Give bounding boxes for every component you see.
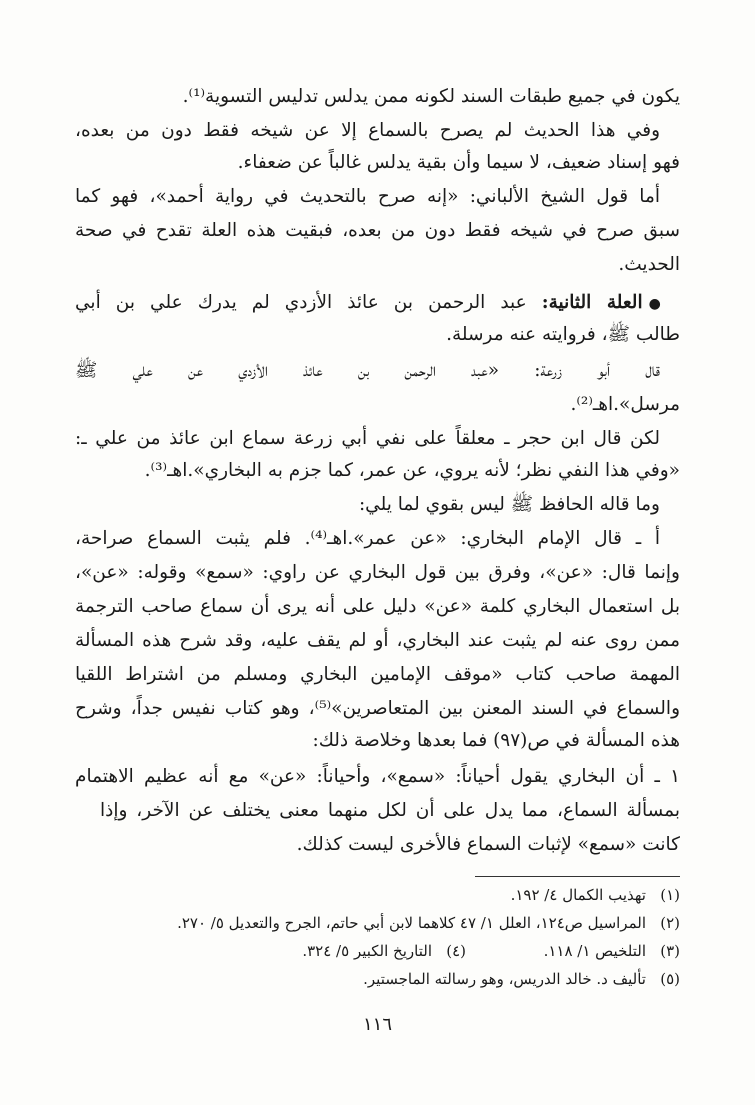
text-line: أما قول الشيخ الألباني: «إنه صرح بالتحديث في رواية أحمد»، فهو كما	[75, 186, 660, 207]
quote-line: قال أبو زرعة: «عبد الرحمن بن عائذ الأزدي عن علي ﷺ	[75, 360, 660, 381]
section-heading: العلة الثانية:	[541, 292, 643, 313]
text-line: والسماع في السند المعنن بين المتعاصرين»⁽⁵⁾، وهو كتاب نفيس جداً، وشرح	[75, 698, 680, 719]
list-item-line: كانت «سمع» لإثبات السماع فالأخرى ليست كذلك.	[296, 834, 680, 855]
text-line: أ ـ قال الإمام البخاري: «عن عمر».اهـ⁽⁴⁾. فلم يثبت السماع صراحة،	[75, 528, 660, 549]
list-item-line: ١ ـ أن البخاري يقول أحياناً: «سمع»، وأحياناً: «عن» مع أنه عظيم الاهتمام	[75, 766, 680, 787]
heading-line	[75, 288, 670, 320]
bullet-icon: ●	[648, 296, 670, 312]
footnote-3-4: (٣)التلخيص ١/ ١١٨.(٤)التاريخ الكبير ٥/ ٣٢٤.	[302, 942, 680, 960]
list-item-line: بمسألة السماع، مما يدل على أن لكل منهما معنى يختلف عن الآخر، وإذا	[100, 800, 680, 821]
text-line: الحديث.	[618, 254, 680, 275]
footnote-1: (١)تهذيب الكمال ٤/ ١٩٢.	[510, 886, 680, 904]
footnote-divider	[475, 876, 680, 877]
text-line: طالب ﷺ، فروايته عنه مرسلة.	[446, 324, 680, 345]
text-line: ممن روى عنه لم يثبت عند البخاري، أو لم يقف عليه، وقد شرح هذه المسألة	[75, 630, 680, 651]
footnote-2: (٢)المراسيل ص١٢٤، العلل ١/ ٤٧ كلاهما لابن أبي حاتم، الجرح والتعديل ٥/ ٢٧٠.	[177, 914, 680, 932]
text-line: وما قاله الحافظ ﷺ ليس بقوي لما يلي:	[358, 494, 660, 515]
text-line: فهو إسناد ضعيف، لا سيما وأن بقية يدلس غالباً عن ضعفاء.	[237, 152, 680, 173]
text-line: لكن قال ابن حجر ـ معلقاً على نفي أبي زرعة سماع ابن عائذ من علي ـ:	[75, 428, 660, 449]
text-line: مرسل».اهـ⁽²⁾.	[570, 394, 680, 415]
heading-text: عبد الرحمن بن عائذ الأزدي لم يدرك علي بن أبي	[75, 292, 527, 313]
footnote-5: (٥)تأليف د. خالد الدريس، وهو رسالته الماجستير.	[363, 970, 680, 988]
text-line: بل استعمال البخاري كلمة «عن» دليل على أنه يرى أن سماع صاحب الترجمة	[75, 596, 680, 617]
text-line: وفي هذا الحديث لم يصرح بالسماع إلا عن شيخه فقط دون من بعده،	[75, 120, 660, 141]
text-line: المهمة صاحب كتاب «موقف الإمامين البخاري ومسلم من اشتراط اللقيا	[75, 664, 680, 685]
text-line: وإنما قال: «عن»، وفرق بين قول البخاري عن راوي: «سمع» وقوله: «عن»،	[75, 562, 680, 583]
text-line: سبق صرح في شيخه فقط دون من بعده، فبقيت هذه العلة تقدح في صحة	[75, 220, 680, 241]
text-line: يكون في جميع طبقات السند لكونه ممن يدلس تدليس التسوية⁽¹⁾.	[182, 86, 680, 107]
page-number: ١١٦	[362, 1014, 392, 1035]
text-line: هذه المسألة في ص(٩٧) فما بعدها وخلاصة ذلك:	[312, 730, 680, 751]
text-line: «وفي هذا النفي نظر؛ لأنه يروي، عن عمر، كما جزم به البخاري».اهـ⁽³⁾.	[144, 460, 680, 481]
